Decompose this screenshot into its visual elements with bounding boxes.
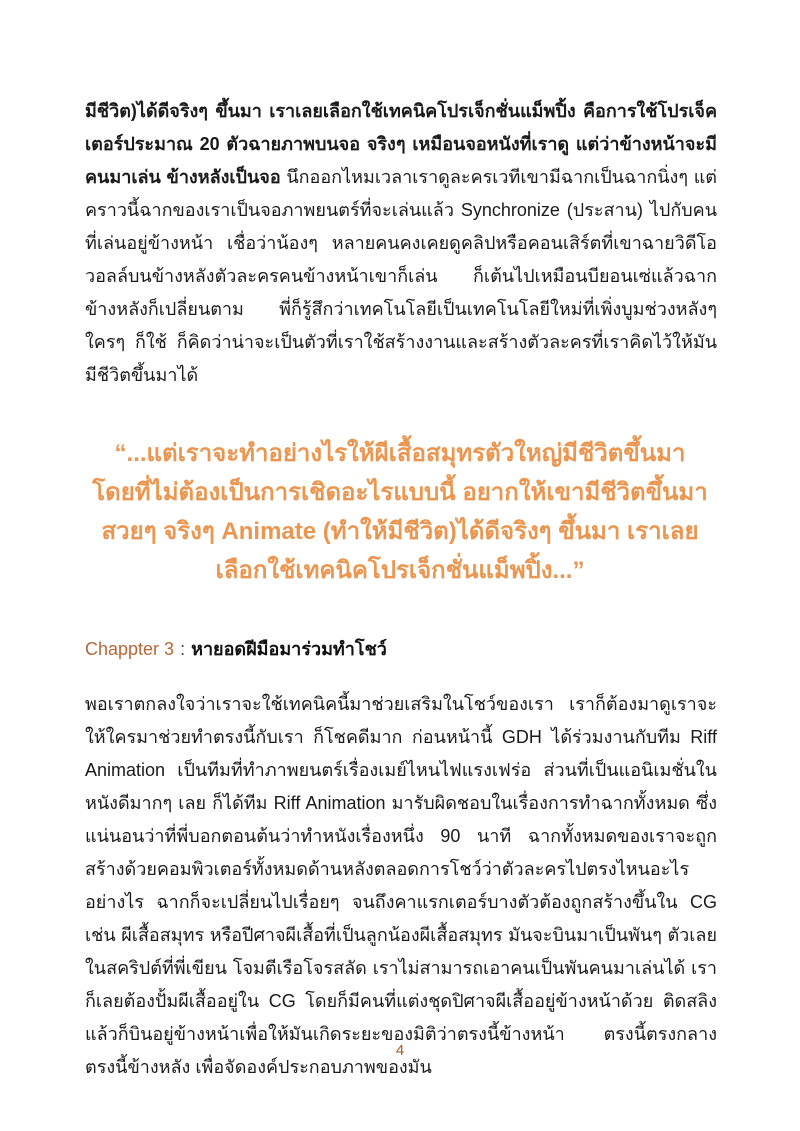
chapter-label: Chappter 3 (85, 639, 175, 659)
paragraph-2: พอเราตกลงใจว่าเราจะใช้เทคนิคนี้มาช่วยเสริมในโชว์ของเรา เราก็ต้องมาดูเราจะให้ใครมาช่วยทำตรงนี้กับเรา ก็โชคดีมาก ก่อนหน้านี้ GDH ได้ร่วมงานกับทีม Riff Animation เป็นทีมที่ทำภาพยนตร์เรื่องเมย์ไหนไฟแรงเฟร่อ ส่วนที่เป็นแอนิเมชั่นในหนังดีมากๆ เลย ก็ได้ทีม Riff Animation มารับผิดชอบในเรื่องการทำฉากทั้งหมด ซึ่งแน่นอนว่าที่พี่บอกตอนต้นว่าทำหนังเรื่องหนึ่ง 90 นาที ฉากทั้งหมดของเราจะถูกสร้างด้วยคอมพิวเตอร์ทั้งหมดด้านหลังตลอดการโชว์ว่าตัวละครไปตรงไหนอะไรอย่างไร ฉากก็จะเปลี่ยนไปเรื่อยๆ จนถึงคาแรกเตอร์บางตัวต้องถูกสร้างขึ้นใน CG เช่น ผีเสื้อสมุทร หรือปีศาจผีเสื้อที่เป็นลูกน้องผีเสื้อสมุทร มันจะบินมาเป็นพันๆ ตัวเลยในสคริปต์ที่พี่เขียน โจมตีเรือโจรสลัด เราไม่สามารถเอาคนเป็นพันคนมาเล่นได้ เราก็เลยต้องปั้มผีเสื้ออยู่ใน CG โดยก็มีคนที่แต่งชุดปิศาจผีเสื้ออยู่ข้างหน้าด้วย ติดสลิง แล้วก็บินอยู่ข้างหน้าเพื่อให้มันเกิดระยะของมิติว่าตรงนี้ข้างหน้า ตรงนี้ตรงกลาง ตรงนี้ข้างหลัง เพื่อจัดองค์ประกอบภาพของมัน (85, 694, 717, 1077)
paragraph-1 (85, 95, 717, 392)
pull-quote: “...แต่เราจะทำอย่างไรให้ผีเสื้อสมุทรตัวใหญ่มีชีวิตขึ้นมาโดยที่ไม่ต้องเป็นการเชิดอะไรแบบนี้ อยากให้เขามีชีวิตขึ้นมาสวยๆ จริงๆ Animate (ทำให้มีชีวิต)ได้ดีจริงๆ ขึ้นมา เราเลยเลือกใช้เทคนิคโปรเจ็กชั่นแม็พปิ้ง...” (92, 440, 708, 584)
chapter-title: หายอดฝีมือมาร่วมทำโชว์ (191, 639, 387, 659)
chapter-heading (85, 636, 717, 662)
chapter-separator: : (180, 639, 186, 659)
paragraph-1-bold-lead: มีชีวิต)ได้ดีจริงๆ ขึ้นมา เราเลยเลือกใช้เทคนิคโปรเจ็กชั่นแม็พปิ้ง คือการใช้โปรเจ็คเตอร์ประมาณ 20 ตัวฉายภาพบนจอ จริงๆ เหมือนจอหนังที่เราดู แต่ว่าข้างหน้าจะมีคนมาเล่น ข้างหลังเป็นจอ (85, 101, 717, 187)
page-content (85, 0, 717, 1084)
page-number: 4 (395, 1042, 405, 1059)
paragraph-1-body: นึกออกไหมเวลาเราดูละครเวทีเขามีฉากเป็นฉากนิ่งๆ แต่คราวนี้ฉากของเราเป็นจอภาพยนตร์ที่จะเล่นแล้ว Synchronize (ประสาน) ไปกับคนที่เล่นอยู่ข้างหน้า เชื่อว่าน้องๆ หลายคนคงเคยดูคลิปหรือคอนเสิร์ตที่เขาฉายวิดีโอวอลล์บนข้างหลังตัวละครคนข้างหน้าเขาก็เล่น ก็เต้นไปเหมือนบียอนเซ่แล้วฉากข้างหลังก็เปลี่ยนตาม พี่ก็รู้สึกว่าเทคโนโลยีเป็นเทคโนโลยีใหม่ที่เพิ่งบูมช่วงหลังๆ ใครๆ ก็ใช้ ก็คิดว่าน่าจะเป็นตัวที่เราใช้สร้างงานและสร้างตัวละครที่เราคิดไว้ให้มันมีชีวิตขึ้นมาได้ (85, 167, 717, 385)
